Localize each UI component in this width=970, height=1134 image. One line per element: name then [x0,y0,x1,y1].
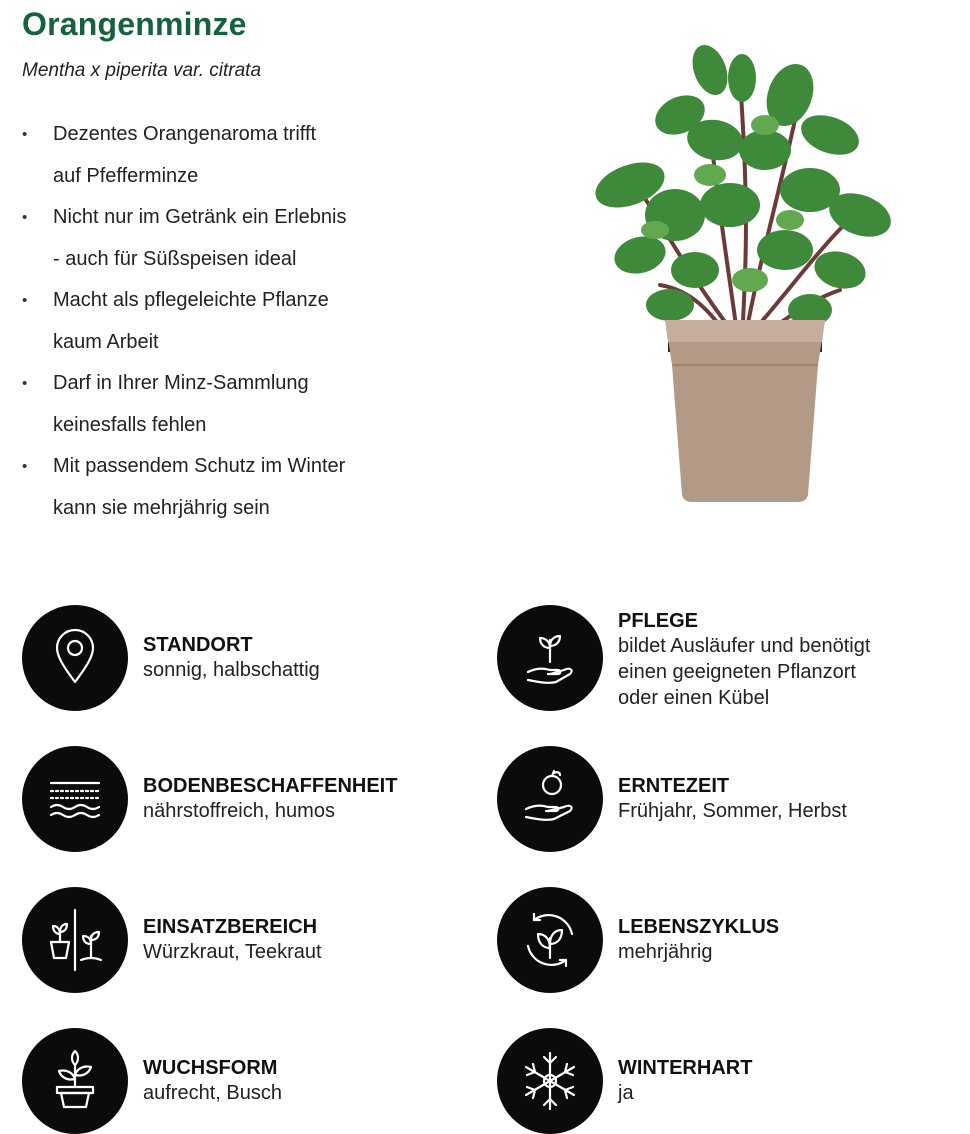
feature-winterhart [497,1028,752,1134]
soil-layers-icon [22,746,128,852]
feature-value: ja [618,1082,634,1104]
feature-pflege [497,605,870,711]
feature-lebenszyklus [497,887,779,993]
product-title: Orangenminze [22,6,247,42]
seedling-hand-icon [497,605,603,711]
feature-erntezeit [497,746,847,852]
location-pin-icon [22,605,128,711]
feature-einsatzbereich [22,887,322,993]
fruit-hand-icon [497,746,603,852]
potted-plant-icon [22,1028,128,1134]
feature-value: Würzkraut, Teekraut [143,941,322,963]
feature-value: mehrjährig [618,941,713,963]
botanical-name: Mentha x piperita var. citrata [22,60,262,81]
bullet-item: • Darf in Ihrer Minz-Sammlung keinesfalls fehlen [22,363,462,446]
bullet-item: • Nicht nur im Getränk ein Erlebnis - auch für Süßspeisen ideal [22,197,462,280]
feature-label: BODENBESCHAFFENHEIT [143,775,398,797]
feature-label: PFLEGE [618,610,699,632]
feature-value: bildet Ausläufer und benötigt [618,635,871,657]
feature-value: Frühjahr, Sommer, Herbst [618,800,847,822]
feature-bodenbeschaffenheit [22,746,397,852]
feature-value: nährstoffreich, humos [143,800,335,822]
feature-label: ERNTEZEIT [618,775,730,797]
snowflake-icon [497,1028,603,1134]
bullet-item: • Macht als pflegeleichte Pflanze kaum Arbeit [22,280,462,363]
feature-label: WINTERHART [618,1057,753,1079]
feature-bullet-list [22,114,462,529]
feature-label: LEBENSZYKLUS [618,916,780,938]
product-photo-mint-plant [560,40,920,520]
feature-label: WUCHSFORM [143,1057,278,1079]
bullet-item: • Mit passendem Schutz im Winter kann sie mehrjährig sein [22,446,462,529]
feature-value: aufrecht, Busch [143,1082,282,1104]
feature-label: EINSATZBEREICH [143,916,318,938]
cycle-leaf-icon [497,887,603,993]
feature-value: einen geeigneten Pflanzort [618,661,856,683]
bullet-item: • Dezentes Orangenaroma trifft auf Pfefferminze [22,114,462,197]
feature-standort [22,605,320,711]
feature-value: sonnig, halbschattig [143,659,320,681]
feature-value: oder einen Kübel [618,687,770,709]
indoor-outdoor-plant-icon [22,887,128,993]
feature-label: STANDORT [143,634,253,656]
feature-wuchsform [22,1028,282,1134]
